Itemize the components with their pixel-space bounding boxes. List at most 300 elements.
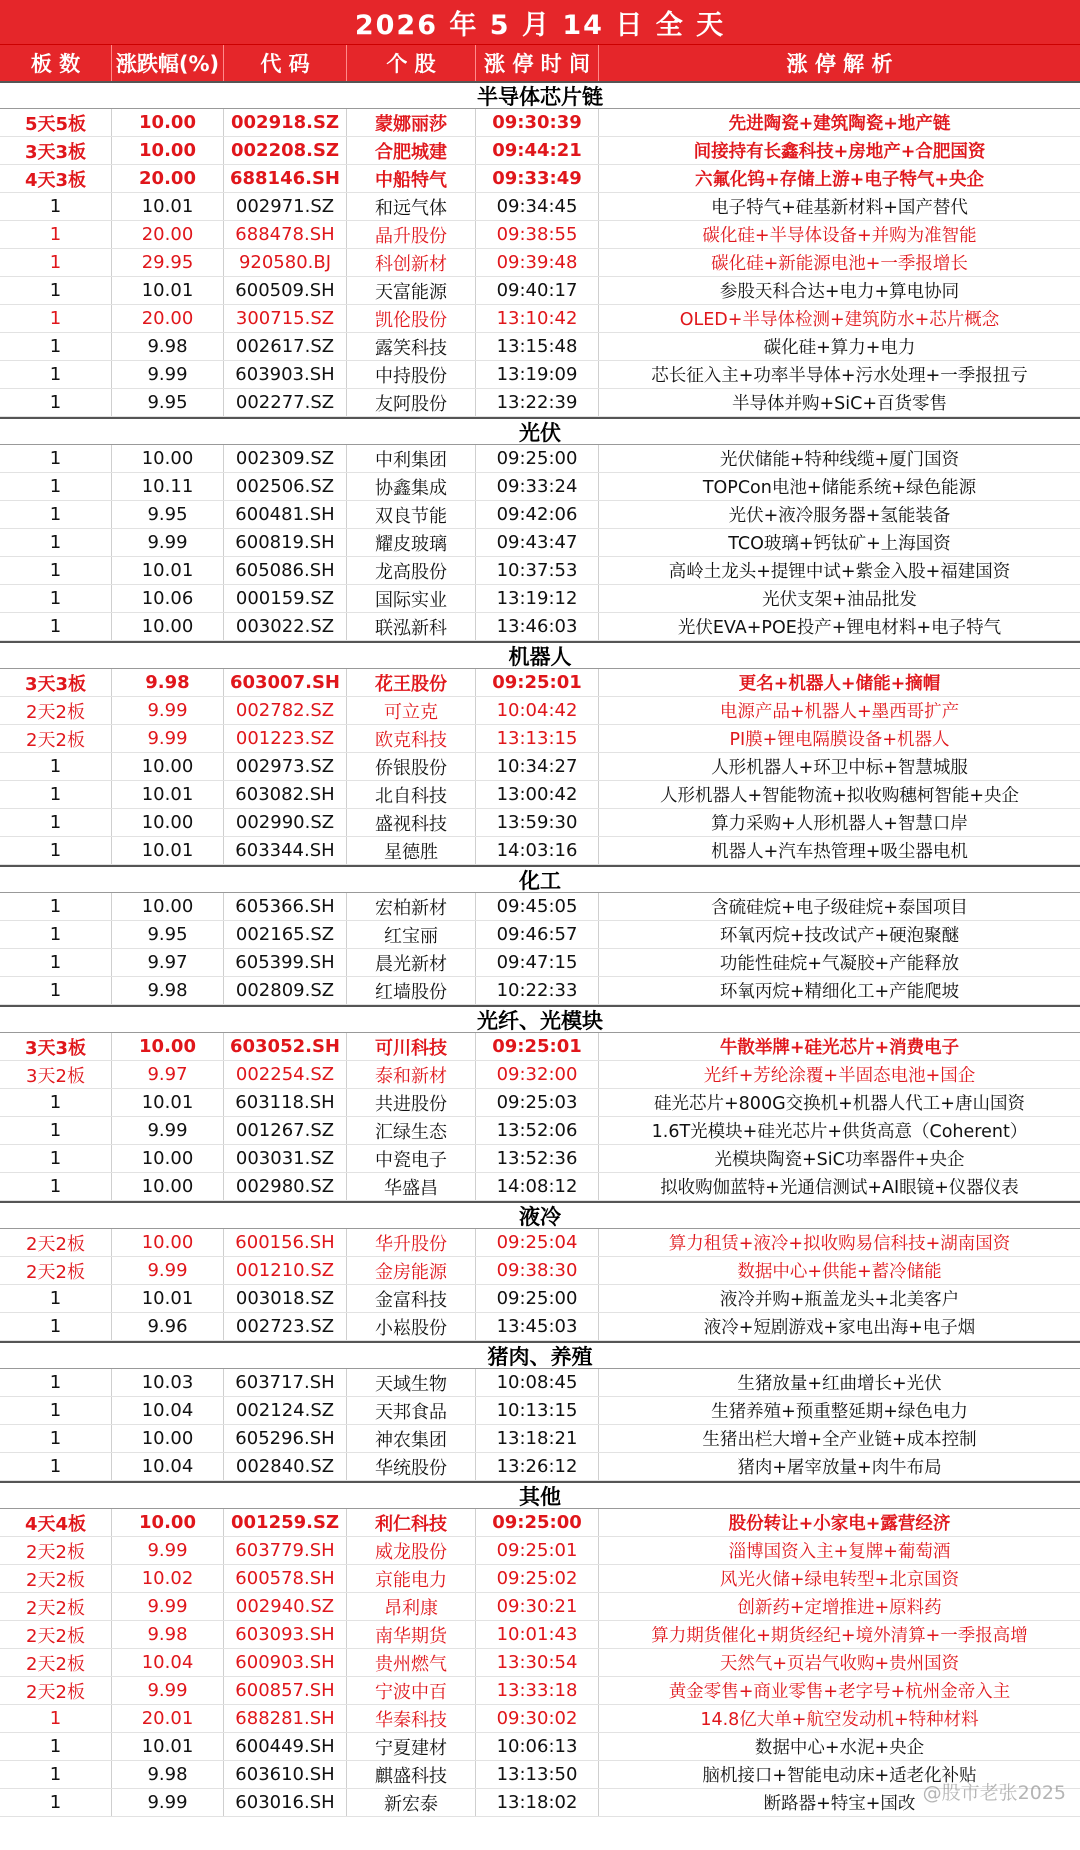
table-row	[0, 1677, 1080, 1705]
board-cell: 3天3板	[0, 669, 112, 696]
stock-cell: 泰和新材	[347, 1061, 476, 1088]
reason-cell: 碳化硅+新能源电池+一季报增长	[711, 254, 968, 274]
table-row	[0, 109, 1080, 137]
code-cell: 002990.SZ	[224, 809, 347, 836]
time-cell: 13:18:02	[476, 1789, 599, 1816]
reason-cell: 淄博国资入主+复牌+葡萄酒	[728, 1542, 951, 1562]
time-cell: 10:37:53	[476, 557, 599, 584]
reason-cell: OLED+半导体检测+建筑防水+芯片概念	[679, 310, 1000, 330]
table-row	[0, 221, 1080, 249]
stock-cell: 麒盛科技	[347, 1761, 476, 1788]
pct-cell: 9.99	[112, 1677, 224, 1704]
code-cell: 603007.SH	[224, 669, 347, 696]
code-cell: 003022.SZ	[224, 613, 347, 640]
pct-cell: 9.97	[112, 949, 224, 976]
code-cell: 605086.SH	[224, 557, 347, 584]
stock-cell: 华盛昌	[347, 1173, 476, 1200]
time-cell: 13:15:48	[476, 333, 599, 360]
time-cell: 10:13:15	[476, 1397, 599, 1424]
reason-cell: 生猪出栏大增+全产业链+成本控制	[702, 1430, 977, 1450]
reason-cell: 先进陶瓷+建筑陶瓷+地产链	[728, 114, 951, 134]
pct-cell: 10.00	[112, 1509, 224, 1536]
time-cell: 09:44:21	[476, 137, 599, 164]
board-cell: 1	[0, 809, 112, 836]
reason-cell: 光伏+液冷服务器+氢能装备	[728, 506, 951, 526]
table-row	[0, 249, 1080, 277]
stock-cell: 昂利康	[347, 1593, 476, 1620]
reason-cell: 含硫硅烷+电子级硅烷+泰国项目	[711, 898, 968, 918]
stock-cell: 晶升股份	[347, 221, 476, 248]
code-cell: 003018.SZ	[224, 1285, 347, 1312]
code-cell: 603052.SH	[224, 1033, 347, 1060]
time-cell: 10:01:43	[476, 1621, 599, 1648]
pct-cell: 10.04	[112, 1397, 224, 1424]
code-cell: 002309.SZ	[224, 445, 347, 472]
code-cell: 688478.SH	[224, 221, 347, 248]
section-header: 光纤、光模块	[0, 1005, 1080, 1033]
stock-cell: 中利集团	[347, 445, 476, 472]
reason-cell: 光伏支架+油品批发	[762, 590, 917, 610]
code-cell: 603344.SH	[224, 837, 347, 864]
table-row	[0, 1173, 1080, 1201]
board-cell: 1	[0, 193, 112, 220]
reason-cell: 断路器+特宝+国改	[763, 1794, 916, 1814]
table-row	[0, 1733, 1080, 1761]
time-cell: 09:25:01	[476, 1537, 599, 1564]
board-cell: 2天2板	[0, 725, 112, 752]
pct-cell: 9.99	[112, 1257, 224, 1284]
reason-cell: 算力期货催化+期货经纪+境外清算+一季报高增	[651, 1626, 1028, 1646]
board-cell: 2天2板	[0, 1565, 112, 1592]
board-cell: 1	[0, 1397, 112, 1424]
board-cell: 1	[0, 977, 112, 1004]
reason-cell: 黄金零售+商业零售+老字号+杭州金帝入主	[668, 1682, 1011, 1702]
header-code: 代 码	[224, 45, 347, 81]
stock-cell: 龙高股份	[347, 557, 476, 584]
table-row	[0, 361, 1080, 389]
table-row	[0, 893, 1080, 921]
time-cell: 09:38:30	[476, 1257, 599, 1284]
board-cell: 3天3板	[0, 1033, 112, 1060]
board-cell: 1	[0, 529, 112, 556]
code-cell: 002208.SZ	[224, 137, 347, 164]
table-row	[0, 1509, 1080, 1537]
table-row	[0, 1649, 1080, 1677]
time-cell: 13:18:21	[476, 1425, 599, 1452]
reason-cell: 硅光芯片+800G交换机+机器人代工+唐山国资	[654, 1094, 1025, 1114]
table-row	[0, 193, 1080, 221]
stock-cell: 露笑科技	[347, 333, 476, 360]
code-cell: 603903.SH	[224, 361, 347, 388]
table-row	[0, 1369, 1080, 1397]
time-cell: 09:47:15	[476, 949, 599, 976]
section-header: 机器人	[0, 641, 1080, 669]
code-cell: 920580.BJ	[224, 249, 347, 276]
pct-cell: 10.00	[112, 753, 224, 780]
table-row	[0, 613, 1080, 641]
stock-cell: 晨光新材	[347, 949, 476, 976]
pct-cell: 10.02	[112, 1565, 224, 1592]
pct-cell: 10.00	[112, 1145, 224, 1172]
code-cell: 603779.SH	[224, 1537, 347, 1564]
time-cell: 09:33:49	[476, 165, 599, 192]
table-row	[0, 333, 1080, 361]
pct-cell: 9.95	[112, 921, 224, 948]
time-cell: 09:25:03	[476, 1089, 599, 1116]
reason-cell: 算力采购+人形机器人+智慧口岸	[711, 814, 968, 834]
board-cell: 3天2板	[0, 1061, 112, 1088]
reason-cell: 电源产品+机器人+墨西哥扩产	[719, 702, 960, 722]
reason-cell: PI膜+锂电隔膜设备+机器人	[729, 730, 950, 750]
pct-cell: 9.96	[112, 1313, 224, 1340]
table-row	[0, 1425, 1080, 1453]
table-row	[0, 949, 1080, 977]
pct-cell: 9.98	[112, 977, 224, 1004]
stock-cell: 贵州燃气	[347, 1649, 476, 1676]
board-cell: 1	[0, 249, 112, 276]
time-cell: 09:32:00	[476, 1061, 599, 1088]
table-row	[0, 1089, 1080, 1117]
pct-cell: 10.01	[112, 557, 224, 584]
table-row	[0, 1705, 1080, 1733]
pct-cell: 10.00	[112, 109, 224, 136]
code-cell: 600857.SH	[224, 1677, 347, 1704]
board-cell: 4天4板	[0, 1509, 112, 1536]
table-row	[0, 1761, 1080, 1789]
stock-cell: 侨银股份	[347, 753, 476, 780]
pct-cell: 10.00	[112, 893, 224, 920]
code-cell: 001259.SZ	[224, 1509, 347, 1536]
reason-cell: 生猪放量+红曲增长+光伏	[737, 1374, 942, 1394]
stock-cell: 可立克	[347, 697, 476, 724]
reason-cell: 更名+机器人+储能+摘帽	[738, 674, 941, 694]
table-row	[0, 137, 1080, 165]
code-cell: 001267.SZ	[224, 1117, 347, 1144]
time-cell: 13:22:39	[476, 389, 599, 416]
stock-cell: 国际实业	[347, 585, 476, 612]
board-cell: 1	[0, 1789, 112, 1816]
stock-cell: 威龙股份	[347, 1537, 476, 1564]
header-time: 涨 停 时 间	[476, 45, 599, 81]
stock-cell: 共进股份	[347, 1089, 476, 1116]
board-cell: 1	[0, 1453, 112, 1480]
reason-cell: 14.8亿大单+航空发动机+特种材料	[700, 1710, 979, 1730]
reason-cell: 拟收购伽蓝特+光通信测试+AI眼镜+仪器仪表	[660, 1178, 1019, 1198]
board-cell: 1	[0, 221, 112, 248]
reason-cell: 参股天科合达+电力+算电协同	[719, 282, 960, 302]
header-board: 板 数	[0, 45, 112, 81]
time-cell: 09:46:57	[476, 921, 599, 948]
stock-cell: 京能电力	[347, 1565, 476, 1592]
reason-cell: 碳化硅+算力+电力	[763, 338, 916, 358]
stock-cell: 华秦科技	[347, 1705, 476, 1732]
pct-cell: 9.98	[112, 1621, 224, 1648]
time-cell: 13:26:12	[476, 1453, 599, 1480]
pct-cell: 9.99	[112, 1117, 224, 1144]
table-header	[0, 45, 1080, 81]
table-row	[0, 1117, 1080, 1145]
board-cell: 1	[0, 921, 112, 948]
code-cell: 600509.SH	[224, 277, 347, 304]
time-cell: 13:13:15	[476, 725, 599, 752]
pct-cell: 29.95	[112, 249, 224, 276]
time-cell: 09:40:17	[476, 277, 599, 304]
stock-cell: 利仁科技	[347, 1509, 476, 1536]
reason-cell: 数据中心+水泥+央企	[754, 1738, 925, 1758]
table-row	[0, 1621, 1080, 1649]
time-cell: 09:34:45	[476, 193, 599, 220]
pct-cell: 10.03	[112, 1369, 224, 1396]
board-cell: 1	[0, 585, 112, 612]
table-row	[0, 1537, 1080, 1565]
reason-cell: 功能性硅烷+气凝胶+产能释放	[719, 954, 960, 974]
section-header: 化工	[0, 865, 1080, 893]
time-cell: 09:30:21	[476, 1593, 599, 1620]
stock-cell: 天邦食品	[347, 1397, 476, 1424]
pct-cell: 9.99	[112, 1593, 224, 1620]
section-header: 液冷	[0, 1201, 1080, 1229]
code-cell: 688281.SH	[224, 1705, 347, 1732]
stock-cell: 欧克科技	[347, 725, 476, 752]
section-header: 猪肉、养殖	[0, 1341, 1080, 1369]
code-cell: 603082.SH	[224, 781, 347, 808]
stock-cell: 宁波中百	[347, 1677, 476, 1704]
table-row	[0, 809, 1080, 837]
reason-cell: 猪肉+屠宰放量+肉牛布局	[737, 1458, 942, 1478]
reason-cell: 股份转让+小家电+露营经济	[728, 1514, 951, 1534]
code-cell: 002124.SZ	[224, 1397, 347, 1424]
time-cell: 09:25:01	[476, 669, 599, 696]
code-cell: 002723.SZ	[224, 1313, 347, 1340]
code-cell: 600819.SH	[224, 529, 347, 556]
pct-cell: 10.01	[112, 1285, 224, 1312]
time-cell: 09:25:00	[476, 1285, 599, 1312]
pct-cell: 9.99	[112, 1537, 224, 1564]
pct-cell: 9.99	[112, 725, 224, 752]
board-cell: 1	[0, 1733, 112, 1760]
stock-cell: 星德胜	[347, 837, 476, 864]
code-cell: 600156.SH	[224, 1229, 347, 1256]
stock-cell: 花王股份	[347, 669, 476, 696]
table-row	[0, 781, 1080, 809]
reason-cell: 液冷并购+瓶盖龙头+北美客户	[719, 1290, 960, 1310]
board-cell: 4天3板	[0, 165, 112, 192]
reason-cell: 高岭土龙头+提锂中试+紫金入股+福建国资	[668, 562, 1011, 582]
board-cell: 1	[0, 949, 112, 976]
code-cell: 002840.SZ	[224, 1453, 347, 1480]
time-cell: 13:19:09	[476, 361, 599, 388]
time-cell: 09:25:01	[476, 1033, 599, 1060]
board-cell: 1	[0, 277, 112, 304]
board-cell: 2天2板	[0, 1649, 112, 1676]
stock-cell: 中瓷电子	[347, 1145, 476, 1172]
stock-cell: 金富科技	[347, 1285, 476, 1312]
code-cell: 605296.SH	[224, 1425, 347, 1452]
board-cell: 1	[0, 837, 112, 864]
table-row	[0, 445, 1080, 473]
table-row	[0, 1593, 1080, 1621]
stock-cell: 华升股份	[347, 1229, 476, 1256]
pct-cell: 10.01	[112, 193, 224, 220]
time-cell: 13:13:50	[476, 1761, 599, 1788]
pct-cell: 10.00	[112, 1425, 224, 1452]
table-row	[0, 1313, 1080, 1341]
board-cell: 5天5板	[0, 109, 112, 136]
code-cell: 002782.SZ	[224, 697, 347, 724]
time-cell: 09:38:55	[476, 221, 599, 248]
code-cell: 600449.SH	[224, 1733, 347, 1760]
pct-cell: 9.99	[112, 697, 224, 724]
page-title: 2026 年 5 月 14 日 全 天	[0, 0, 1080, 45]
pct-cell: 20.00	[112, 221, 224, 248]
board-cell: 1	[0, 1705, 112, 1732]
reason-cell: 碳化硅+半导体设备+并购为准智能	[702, 226, 977, 246]
code-cell: 600903.SH	[224, 1649, 347, 1676]
stock-cell: 南华期货	[347, 1621, 476, 1648]
stock-cell: 合肥城建	[347, 137, 476, 164]
time-cell: 13:33:18	[476, 1677, 599, 1704]
board-cell: 2天2板	[0, 1257, 112, 1284]
table-row	[0, 977, 1080, 1005]
reason-cell: 天然气+页岩气收购+贵州国资	[719, 1654, 960, 1674]
stock-cell: 科创新材	[347, 249, 476, 276]
reason-cell: 光纤+芳纶涂覆+半固态电池+国企	[703, 1066, 976, 1086]
pct-cell: 9.95	[112, 389, 224, 416]
code-cell: 605399.SH	[224, 949, 347, 976]
table-row	[0, 725, 1080, 753]
board-cell: 1	[0, 1313, 112, 1340]
reason-cell: 光伏储能+特种线缆+厦门国资	[719, 450, 960, 470]
time-cell: 13:30:54	[476, 1649, 599, 1676]
board-cell: 1	[0, 1285, 112, 1312]
pct-cell: 20.00	[112, 165, 224, 192]
time-cell: 09:33:24	[476, 473, 599, 500]
board-cell: 2天2板	[0, 1229, 112, 1256]
reason-cell: TCO玻璃+钙钛矿+上海国资	[728, 534, 951, 554]
stock-cell: 协鑫集成	[347, 473, 476, 500]
code-cell: 688146.SH	[224, 165, 347, 192]
code-cell: 002506.SZ	[224, 473, 347, 500]
reason-cell: 机器人+汽车热管理+吸尘器电机	[711, 842, 968, 862]
reason-cell: 人形机器人+智能物流+拟收购穗柯智能+央企	[660, 786, 1019, 806]
stock-cell: 红墙股份	[347, 977, 476, 1004]
board-cell: 1	[0, 753, 112, 780]
time-cell: 13:19:12	[476, 585, 599, 612]
reason-cell: 算力租赁+液冷+拟收购易信科技+湖南国资	[668, 1234, 1011, 1254]
time-cell: 13:10:42	[476, 305, 599, 332]
reason-cell: 创新药+定增推进+原料药	[737, 1598, 942, 1618]
board-cell: 1	[0, 1173, 112, 1200]
board-cell: 1	[0, 613, 112, 640]
pct-cell: 9.95	[112, 501, 224, 528]
reason-cell: 牛散举牌+硅光芯片+消费电子	[719, 1038, 960, 1058]
table-row	[0, 277, 1080, 305]
table-row	[0, 1285, 1080, 1313]
board-cell: 2天2板	[0, 1593, 112, 1620]
code-cell: 002918.SZ	[224, 109, 347, 136]
stock-cell: 可川科技	[347, 1033, 476, 1060]
stock-cell: 中持股份	[347, 361, 476, 388]
reason-cell: 半导体并购+SiC+百货零售	[731, 394, 947, 414]
stock-cell: 北自科技	[347, 781, 476, 808]
pct-cell: 9.98	[112, 1761, 224, 1788]
time-cell: 14:08:12	[476, 1173, 599, 1200]
table-row	[0, 1453, 1080, 1481]
stock-cell: 宁夏建材	[347, 1733, 476, 1760]
reason-cell: 脑机接口+智能电动床+适老化补贴	[702, 1766, 977, 1786]
pct-cell: 9.99	[112, 361, 224, 388]
board-cell: 1	[0, 445, 112, 472]
code-cell: 002973.SZ	[224, 753, 347, 780]
board-cell: 1	[0, 389, 112, 416]
pct-cell: 9.99	[112, 1789, 224, 1816]
time-cell: 13:52:06	[476, 1117, 599, 1144]
board-cell: 1	[0, 781, 112, 808]
board-cell: 2天2板	[0, 1537, 112, 1564]
time-cell: 10:04:42	[476, 697, 599, 724]
stock-cell: 双良节能	[347, 501, 476, 528]
table-row	[0, 305, 1080, 333]
table-row	[0, 165, 1080, 193]
stock-cell: 耀皮玻璃	[347, 529, 476, 556]
time-cell: 14:03:16	[476, 837, 599, 864]
code-cell: 603717.SH	[224, 1369, 347, 1396]
reason-cell: 生猪养殖+预重整延期+绿色电力	[711, 1402, 968, 1422]
table-row	[0, 669, 1080, 697]
board-cell: 1	[0, 1117, 112, 1144]
stock-cell: 盛视科技	[347, 809, 476, 836]
stock-cell: 华统股份	[347, 1453, 476, 1480]
time-cell: 10:06:13	[476, 1733, 599, 1760]
stock-cell: 凯伦股份	[347, 305, 476, 332]
time-cell: 09:25:00	[476, 445, 599, 472]
stock-cell: 金房能源	[347, 1257, 476, 1284]
board-cell: 2天2板	[0, 697, 112, 724]
reason-cell: 液冷+短剧游戏+家电出海+电子烟	[703, 1318, 976, 1338]
stock-cell: 天富能源	[347, 277, 476, 304]
time-cell: 10:34:27	[476, 753, 599, 780]
time-cell: 09:45:05	[476, 893, 599, 920]
code-cell: 001223.SZ	[224, 725, 347, 752]
pct-cell: 20.01	[112, 1705, 224, 1732]
reason-cell: 人形机器人+环卫中标+智慧城服	[711, 758, 968, 778]
board-cell: 1	[0, 1145, 112, 1172]
stock-cell: 新宏泰	[347, 1789, 476, 1816]
watermark: @股市老张2025	[922, 1782, 1066, 1804]
code-cell: 000159.SZ	[224, 585, 347, 612]
code-cell: 002980.SZ	[224, 1173, 347, 1200]
table-row	[0, 473, 1080, 501]
pct-cell: 10.00	[112, 1173, 224, 1200]
table-row	[0, 585, 1080, 613]
pct-cell: 10.01	[112, 1089, 224, 1116]
table-row	[0, 557, 1080, 585]
section-header: 光伏	[0, 417, 1080, 445]
code-cell: 600481.SH	[224, 501, 347, 528]
board-cell: 1	[0, 1425, 112, 1452]
stock-cell: 和远气体	[347, 193, 476, 220]
table-row	[0, 921, 1080, 949]
stock-cell: 中船特气	[347, 165, 476, 192]
board-cell: 1	[0, 501, 112, 528]
reason-cell: 环氧丙烷+技改试产+硬泡聚醚	[719, 926, 960, 946]
reason-cell: 光模块陶瓷+SiC功率器件+央企	[714, 1150, 965, 1170]
board-cell: 1	[0, 361, 112, 388]
code-cell: 605366.SH	[224, 893, 347, 920]
board-cell: 1	[0, 333, 112, 360]
code-cell: 603118.SH	[224, 1089, 347, 1116]
pct-cell: 10.01	[112, 1733, 224, 1760]
